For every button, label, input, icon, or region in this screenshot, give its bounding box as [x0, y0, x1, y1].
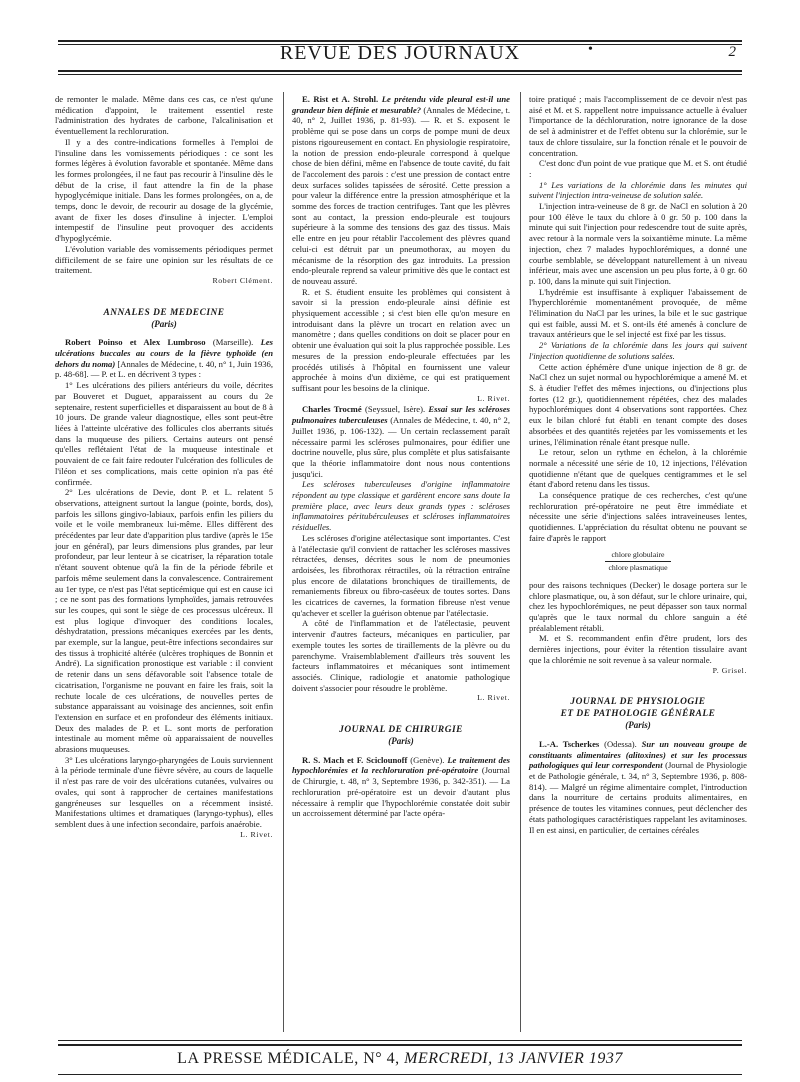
- author-signature: P. Grisel.: [712, 665, 747, 675]
- footer-rule-top-thick: [58, 1044, 742, 1046]
- article-location: (Marseille).: [205, 337, 261, 348]
- column-1: [55, 94, 273, 840]
- article-location: (Seyssuel, Isère).: [361, 404, 429, 415]
- paragraph: 2° Variations de la chlorémie dans les jours qui suivent l'injection quotidienne de solutions salées.: [529, 340, 747, 361]
- footer-date: MERCREDI, 13 JANVIER 1937: [404, 1050, 623, 1067]
- section-title-line-2: ET DE PATHOLOGIE GÉNÉRALE: [560, 709, 716, 720]
- paragraph: C'est donc d'un point de vue pratique que M. et S. ont étudié :: [529, 158, 747, 179]
- article-title: Le prétendu vide pleural est-il une grandeur bien définie et mesurable?: [292, 94, 510, 115]
- paragraph: Il y a des contre-indications formelles à l'emploi de l'insuline dans les vomissements périodiques : ce sont les formes légères à évolution favorable et spontanée. Même dans les formes prolongées, il ne faut pas recourir à l'insuline dès le début de la crise, il faut attendre la fin de la phase hypoglycémique initiale. Dans les formes prolongées, on a, de temps, donc le devoir, de recourir au dosage de la glycémie, avant de fixer les doses d'insuline à injecter. L'emploi intempestif de l'insuline peut provoquer des accidents d'hypoglycémie.: [55, 136, 273, 244]
- paragraph: M. et S. recommandent enfin d'être prudent, lors des dernières injections, pour éviter la rétention tissulaire avant que la chlorémie ne soit revenue à sa valeur normale.: [529, 633, 747, 665]
- author-signature: Robert Clément.: [212, 275, 273, 285]
- article-entry: [292, 404, 510, 479]
- paragraph: 2° Les ulcérations de Devie, dont P. et L. relatent 5 observations, atteignent surtout la langue (pointe, bords, dos), parfois les sillons gingivo-labiaux, parfois enfin les piliers du voile et le voile membraneux lui-même. Elles diffèrent des précédentes par leur date d'apparition plus tardive (après le 15e jour en général), par leurs dimensions plus grandes, par leur profondeur, par leur lenteur à se cicatriser, la réparation totale n'étant souvent obtenue qu'à la fin de la période fébrile et parfois même seulement dans la convalescence. Contrairement au 1er type, ce n'est pas l'état septicémique qui est en cause ici ; ce ne sont pas des formations lymphoïdes, jamais retrouvées sur les coupes, qui sont le siège de ces processus ulcéreux. Il est plus logique d'invoquer des conditions locales, déshydratation, pressions mécaniques exercées par les dents, par exemple, sur la langue, peut-être infections secondaires sur des tissus à trophicité altérée (ulcères trophiques de Bonnin et André). La signification pronostique est variable : il convient de retenir dans un sens défavorable soit l'absence totale de cicatrisation, l'organisme ne pouvant en faire les frais, soit la rechute locale de ces ulcérations, de nouvelles pertes de substance apparaissant au voisinage des anciennes, soit enfin l'extension en surface et en profondeur des éléments initiaux. Deux des malades de P. et L. sont morts de perforation intestinale au moment même où apparaissaient de nouvelles abrasions muqueuses.: [55, 487, 273, 755]
- article-entry: [292, 94, 510, 287]
- column-3: [529, 94, 747, 835]
- page-number: 2: [728, 44, 736, 60]
- footer-rule-bottom: [58, 1074, 742, 1075]
- author-signature: L. Rivet.: [240, 829, 273, 839]
- article-entry: [292, 755, 510, 819]
- column-divider-1: [283, 92, 284, 1032]
- section-subtitle: (Paris): [151, 318, 177, 329]
- section-subtitle: (Paris): [388, 736, 414, 747]
- article-location: (Odessa).: [599, 738, 642, 749]
- paragraph: L'injection intra-veineuse de 8 gr. de NaCl en solution à 20 pour 100 élève le taux du chlore à 0 gr. 50 p. 100 dans la minute qui suit l'injection pour redescendre tout de suite après, avec retour à la normale vers la soixantième minute. La même injection, chez 7 malades hypochlorémiques, a donné une courbe semblable, se développant naturellement à un niveau inférieur, mais avec une ascension un peu plus forte, à 0 gr. 60 p. 100, dans la minute qui suit l'injection.: [529, 201, 747, 286]
- fraction-denominator: chlore plasmatique: [608, 563, 668, 573]
- paragraph: 3° Les ulcérations laryngo-pharyngées de Louis surviennent à la période terminale d'une fièvre sévère, au cours de laquelle il n'est pas rare de voir des ulcérations cutanées, vulvaires ou ovales, qui sont à rapprocher de certaines manifestations gangréneuses sur lesquelles on a récemment insisté. Manifestations ultimes et dramatiques (laryngo-typhus), elles semblent dues à une infection secondaire, parfois anaérobie.: [55, 754, 273, 829]
- paragraph: Les scléroses d'origine atélectasique sont importantes. C'est à l'atélectasie qu'il convient de rattacher les scléroses massives rétractées, denses, décrites sous le nom de pneumonies ardoisées, les fibrothorax rétractiles, où la rétraction entraîne plus encore de dilatations bronchiques de tiraillements, de remaniements fibreux ou fibro-caséeux de toutes sortes. Dans les cicatrices de cavernes, la formation fibreuse n'est venue qu'achever et sceller la guérison obtenue par l'atélectasie.: [292, 532, 510, 618]
- article-title: Le traitement des hypochlorémies et la rechloruration pré-opératoire: [292, 754, 510, 776]
- page-title: REVUE DES JOURNAUX: [279, 42, 521, 64]
- paragraph: toire pratiqué ; mais l'accomplissement de ce devoir n'est pas aisé et M. et S. rappellent notre impuissance actuelle à évaluer l'importance de la déchloruration, notre ignorance de la dose de sel à administrer et de l'effet obtenu sur la chlorémie, sur le taux de chlore tissulaire, sur la fonction rénale et le pouvoir de concentration.: [529, 94, 747, 158]
- article-reference: (Annales de Médecine, t. 40, n° 2, Juillet 1936, p. 81-93). — R. et S. exposent le problème qui se pose dans un corps de pompe muni de deux pistons rigoureusement en contact. En physiologie respiratoire, la notion de pression endo-pleurale correspond à quelque chose de bien défini, même en l'absence de toute cavité, du fait de l'accolement des parois : c'est une pression de contact entre deux surfaces solides tapissées de sérosité. Cette pression a pour valeur la différence entre la pression atmosphérique et la somme des forces de traction centrifuges. Tant que les plèvres sont au contact, la pression endo-pleurale est toujours supérieure à la somme des tensions des gaz des tissus. Mais elle entre en jeu pour rétablir l'accolement des plèvres quand celui-ci est détruit par un pneumothorax, au moyen du mécanisme de la résorption des gaz introduits. La pression endo-pleurale reprend sa valeur primitive dès que le contact est de nouveau assuré.: [292, 104, 510, 286]
- article-title: Les ulcérations buccales au cours de la fièvre typhoïde (en dehors du noma): [55, 337, 273, 369]
- article-reference: (Annales de Médecine, t. 40, n° 2, Juillet 1936, p. 106-132). — Un certain reclassement paraît nécessaire parmi les scléroses pulmonaires, pour édifier une doctrine nouvelle, plus sûre, plus complète et plus satisfaisante que la théorie inflammatoire dont nous nous contentions jusqu'ici.: [292, 415, 510, 479]
- article-reference: (Journal de Physiologie et de Pathologie générale, t. 34, n° 3, Septembre 1936, p. 808-814). — Malgré un régime alimentaire complet, l'introduction dans la nourriture de certains produits alimentaires, en présence de toutes les vitamines connues, peut déclencher des états pathologiques caractéristiques rappelant les avitaminoses. Il en est ainsi, en particulier, de certaines céréales: [529, 760, 747, 835]
- article-authors: R. S. Mach et F. Sciclounoff: [302, 754, 408, 765]
- section-title: JOURNAL DE PHYSIOLOGIE: [570, 697, 706, 708]
- article-reference: [Annales de Médecine, t. 40, n° 1, Juin 1936, p. 48-68]. — P. et L. en décrivent 3 types :: [55, 358, 274, 380]
- article-title: Sur un nouveau groupe de constituants alimentaires (alitoxines) et sur les processus pathologiques qui leur correspondent: [529, 738, 747, 771]
- article-entry: [55, 337, 273, 380]
- section-title: JOURNAL DE CHIRURGIE: [339, 725, 463, 736]
- ratio-fraction: [529, 550, 747, 574]
- page-header: [58, 42, 742, 66]
- header-rule-bottom: [58, 70, 742, 72]
- article-reference: (Journal de Chirurgie, t. 48, n° 3, Septembre 1936, p. 342-351). — La rechloruration pré-opératoire est un devoir d'autant plus nécessaire à remplir que l'hypochlorémie constatée doit subir un accroissement déterminé par l'acte opéra-: [292, 765, 510, 819]
- footer-journal: LA PRESSE MÉDICALE, N° 4,: [177, 1050, 400, 1067]
- article-authors: Charles Trocmé: [302, 404, 362, 415]
- paragraph: pour des raisons techniques (Decker) le dosage portera sur le chlore plasmatique, ou, à son défaut, sur le chlore urinaire, qui, chez les hypochlorémiques, ne peut dépasser son taux normal qu'après que le taux normal du chlore sanguin a été préalablement rétabli.: [529, 579, 747, 633]
- article-authors: L.-A. Tscherkes: [539, 738, 600, 749]
- column-2: [292, 94, 510, 819]
- paragraph: 1° Les variations de la chlorémie dans les minutes qui suivent l'injection intra-veineuse de solution salée.: [529, 179, 747, 201]
- article-authors: Robert Poinso et Alex Lumbroso: [65, 337, 206, 348]
- header-dot: •: [588, 42, 593, 57]
- paragraph: L'hydrémie est insuffisante à expliquer l'abaissement de l'hyperchlorémie momentanément provoquée, de même l'élimination du NaCl par les urines, la bile et le suc gastrique qui est faible, aussi M. et S. ont-ils été amenés à conclure de travaux antérieurs que le sel injecté est fixé par les tissus.: [529, 286, 747, 340]
- paragraph: R. et S. étudient ensuite les problèmes qui consistent à savoir si la pression endo-pleurale ainsi définie est physiquement accessible ; si c'est bien elle qu'on mesure en introduisant dans la plèvre un trocart en relation avec un manomètre ; dans quelles conditions on doit se placer pour en obtenir une évaluation qui soit la plus rapprochée possible. Les mesures de la pression endo-pleurale effectuées par les procédés utilisés à l'hôpital en fournissent une valeur approchée à moins d'un dixième, ce qui est pratiquement suffisant pour les besoins de la clinique.: [292, 286, 510, 393]
- paragraph: Les scléroses tuberculeuses d'origine inflammatoire répondent au type classique et gardèrent encore sans doute la première place, avec leurs deux grands types : scléroses inflammatoires péritubérculeuses et scléroses inflammatoires résiduelles.: [292, 479, 510, 533]
- author-signature: L. Rivet.: [477, 693, 510, 703]
- paragraph: Cette action éphémère d'une unique injection de 8 gr. de NaCl chez un sujet normal ou hypochlorémique a amené M. et S. à étudier l'effet des mêmes injections, ou d'injections plus fortes (12 gr.), quotidiennement répétées, chez des malades hypochlorémiques dont 4 observations sont rapportées. Chez eux le bilan chloré fut établi en tenant compte des doses absorbées et des quantités rejetées par les vomissements et les urines, l'élimination rénale étant presque nulle.: [529, 361, 747, 447]
- paragraph: A côté de l'inflammation et de l'atélectasie, peuvent intervenir d'autres facteurs, mécaniques en particulier, par exemple toutes les sortes de tiraillements de la plèvre ou du parenchyme. Vraisemblablement d'ailleurs très souvent les facteurs inflammatoires et mécaniques sont intimement associés. Clinique, radiologie et anatomie pathologique doivent s'associer pour résoudre le problème.: [292, 618, 510, 693]
- paragraph: La conséquence pratique de ces recherches, c'est qu'une rechloruration pré-opératoire ne peut être immédiate et nécessite une série d'injections salées intraveineuses lentes, quotidiennes. L'appréciation du résultat obtenu ne pouvant se faire d'après le rapport: [529, 490, 747, 543]
- paragraph: Le retour, selon un rythme en échelon, à la chlorémie normale a nécessité une série de 10, 12 injections, l'élévation quotidienne n'étant que de quelques centigrammes et le sel étant d'abord retenu dans les tissus.: [529, 447, 747, 490]
- header-rule-bottom-thin: [58, 74, 742, 75]
- paragraph: L'évolution variable des vomissements périodiques permet difficilement de se faire une opinion sur les résultats de ce traitement.: [55, 243, 273, 276]
- column-divider-2: [520, 92, 521, 1032]
- fraction-numerator: chlore globulaire: [605, 550, 670, 563]
- footer-rule-top: [58, 1040, 742, 1041]
- article-entry: [529, 739, 747, 835]
- section-title: ANNALES DE MEDECINE: [103, 307, 225, 318]
- article-location: (Genève).: [407, 754, 448, 765]
- article-title: Essai sur les scléroses pulmonaires tuberculeuses: [292, 404, 510, 426]
- section-subtitle: (Paris): [625, 720, 651, 731]
- paragraph: 1° Les ulcérations des piliers antérieurs du voile, décrites par Bouveret et Duguet, apparaissent au cours du 2e septenaire, restent superficielles et disparaissent au bout de 8 à 10 jours. De grande valeur diagnostique, elles sont peut-être liées à l'atteinte ulcérative des follicules clos aberrants situés dans la muqueuse des piliers. Certains auteurs ont pensé qu'elles reflétaient l'état de la muqueuse intestinale et pouvaient de ce fait faire redouter l'ulcération des follicules de l'iléon et ses complications, mais cette opinion n'a pas été confirmée.: [55, 380, 273, 487]
- paragraph: de remonter le malade. Même dans ces cas, ce n'est qu'une médication d'appoint, le traitement essentiel reste l'administration des hydrates de carbone, l'alcalinisation et éventuellement la rechloruration.: [55, 94, 273, 137]
- author-signature: L. Rivet.: [477, 393, 510, 403]
- article-authors: E. Rist et A. Strohl.: [302, 94, 379, 104]
- page-footer: [58, 1050, 742, 1068]
